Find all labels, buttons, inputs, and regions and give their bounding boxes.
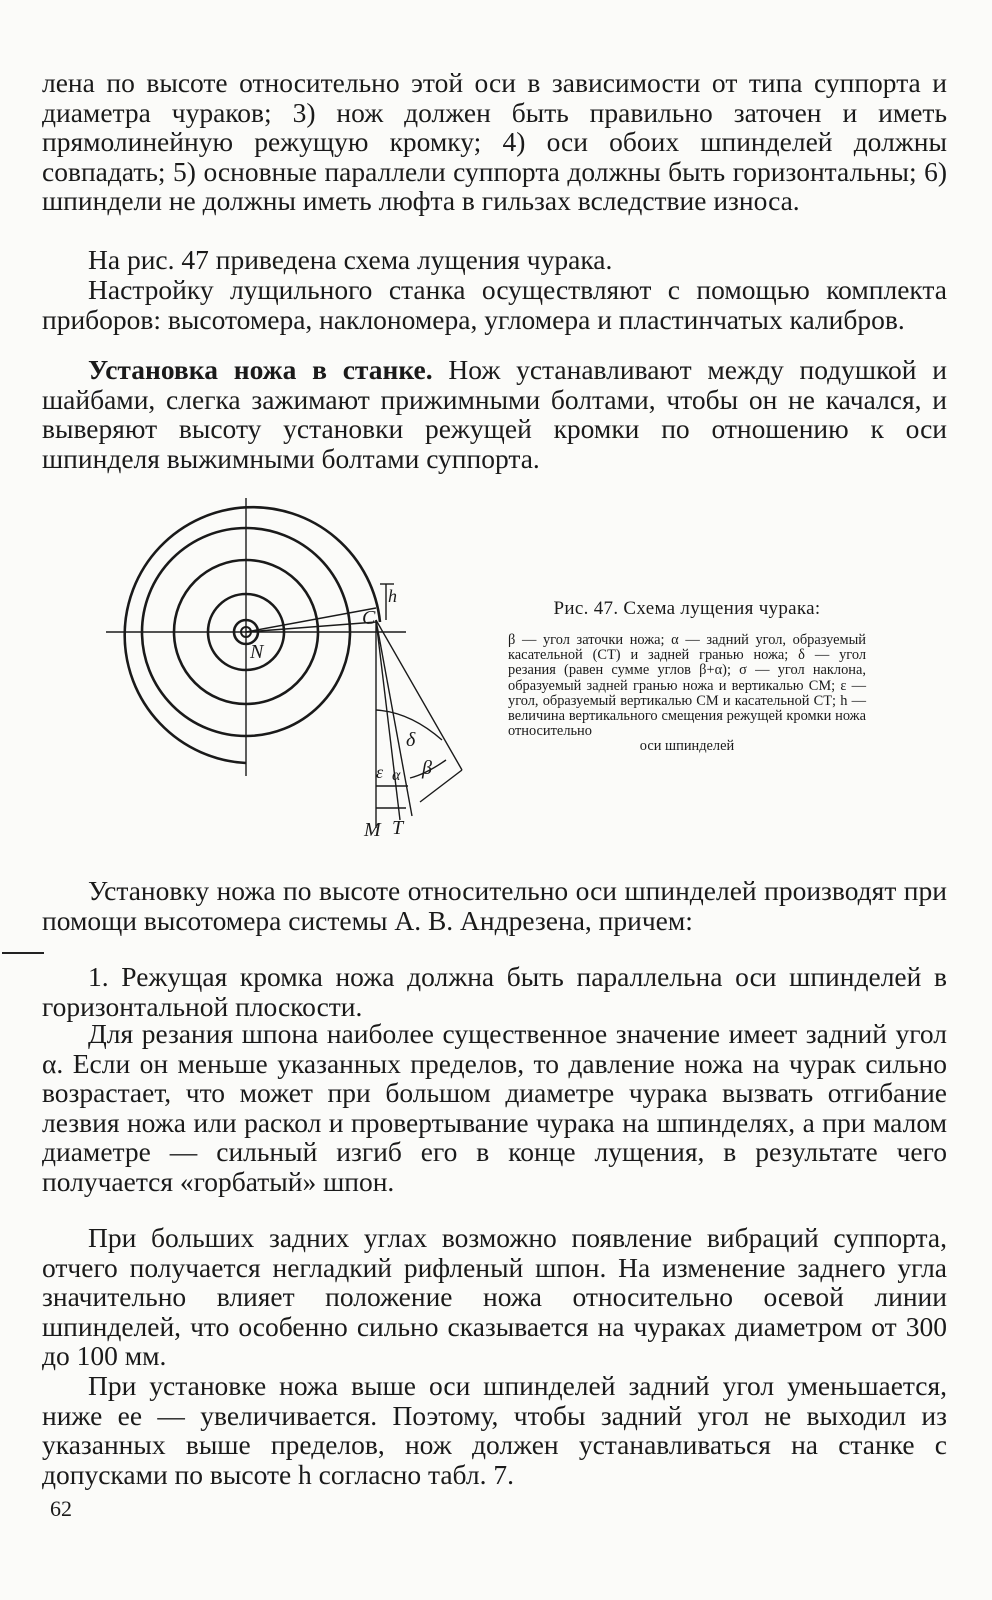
paragraph-vibration: При больших задних углах возможно появление вибраций суппорта, отчего получается негладкий рифленый шпон. На изменение заднего угла значительно влияет положение ножа относительно осевой линии шпинделей, что особенно сильно сказывается на чураках диаметром от 300 до 100 мм. [42,1222,947,1372]
tangent-line-1 [246,622,376,632]
caption-last-line: оси шпинделей [639,738,735,755]
paragraph-height-setting: Установку ножа по высоте относительно оси шпинделей производят при помощи высотомера системы А. В. Андрезена, причем: [42,875,947,936]
label-delta: δ [406,729,416,751]
knife-front-face [376,620,462,770]
caption-body-text: β — угол заточки ножа; α — задний угол, образуемый касательной (СТ) и задней гранью ножа; δ — угол резания (равен сумме углов β+α); σ — угол наклона, образуемый задней гранью ножа и вертикалью СМ; ε — угол, образуемый вертикалью СМ и касательной СТ; h — величина вертикального смещения режущей кромки ножа относительно [508,632,866,740]
paragraph-item-1: 1. Режущая кромка ножа должна быть параллельна оси шпинделей в горизонтальной плоскости. [42,961,947,1022]
label-beta: β [422,757,432,779]
bold-heading: Установка ножа в станке. [88,354,433,385]
spiral-outer [125,507,380,763]
page-number: 62 [50,1496,72,1521]
paragraph-rear-angle: Для резания шпона наиболее существенное значение имеет задний угол α. Если он меньше указанных пределов, то давление ножа на чурак сильно возрастает, что может при большом диаметре чурака вызвать отгибание лезвия ножа или раскол и провертывание чурака на шпинделях, а при малом диаметре — сильный изгиб его в конце лущения, в результате чего получается «горбатый» шпон. [42,1018,947,1197]
label-alpha: α [392,767,401,784]
margin-dash-mark [2,952,44,954]
paragraph-knife-installation-text: Нож устанавливают между подушкой и шайбами, слегка зажимают прижимными болтами, чтобы он не качался, и выверяют высоту установки режущей кромки по отношению к оси шпинделя выжимными болтами суппорта. [42,354,948,474]
paragraph-figure-reference: На рис. 47 приведена схема лущения чурака. [88,244,613,275]
label-M: M [364,819,381,841]
label-C: C [362,607,376,629]
figure-47-diagram [70,498,490,856]
paragraph-continuation: лена по высоте относительно этой оси в зависимости от типа суппорта и диаметра чураков; 3) нож должен быть правильно заточен и иметь прямолинейную режущую кромку; 4) оси обоих шпинделей должны совпадать; 5) основные параллели суппорта должны быть горизонтальны; 6) шпиндели не должны иметь люфта в гильзах вследствие износа. [42,67,947,217]
caption-body [508,633,866,755]
tangent-line-2 [246,608,376,632]
figure-caption [508,597,866,755]
paragraph-setup: Настройку лущильного станка осуществляют с помощью комплекта приборов: высотомера, наклономера, угломера и пластинчатых калибров. [42,274,947,335]
paragraph-knife-installation [42,355,947,473]
paragraph-tolerance: При установке ножа выше оси шпинделей задний угол уменьшается, ниже ее — увеличивается. Поэтому, чтобы задний угол не выходил из указанных выше пределов, нож должен устанавливаться на станке с допусками по высоте h согласно табл. 7. [42,1370,947,1490]
label-epsilon: ε [376,762,384,782]
label-T: T [392,817,404,839]
caption-title: Рис. 47. Схема лущения чурака: [553,598,821,619]
label-N: N [250,641,264,663]
label-h: h [388,586,397,606]
tangent-ct [376,620,400,820]
